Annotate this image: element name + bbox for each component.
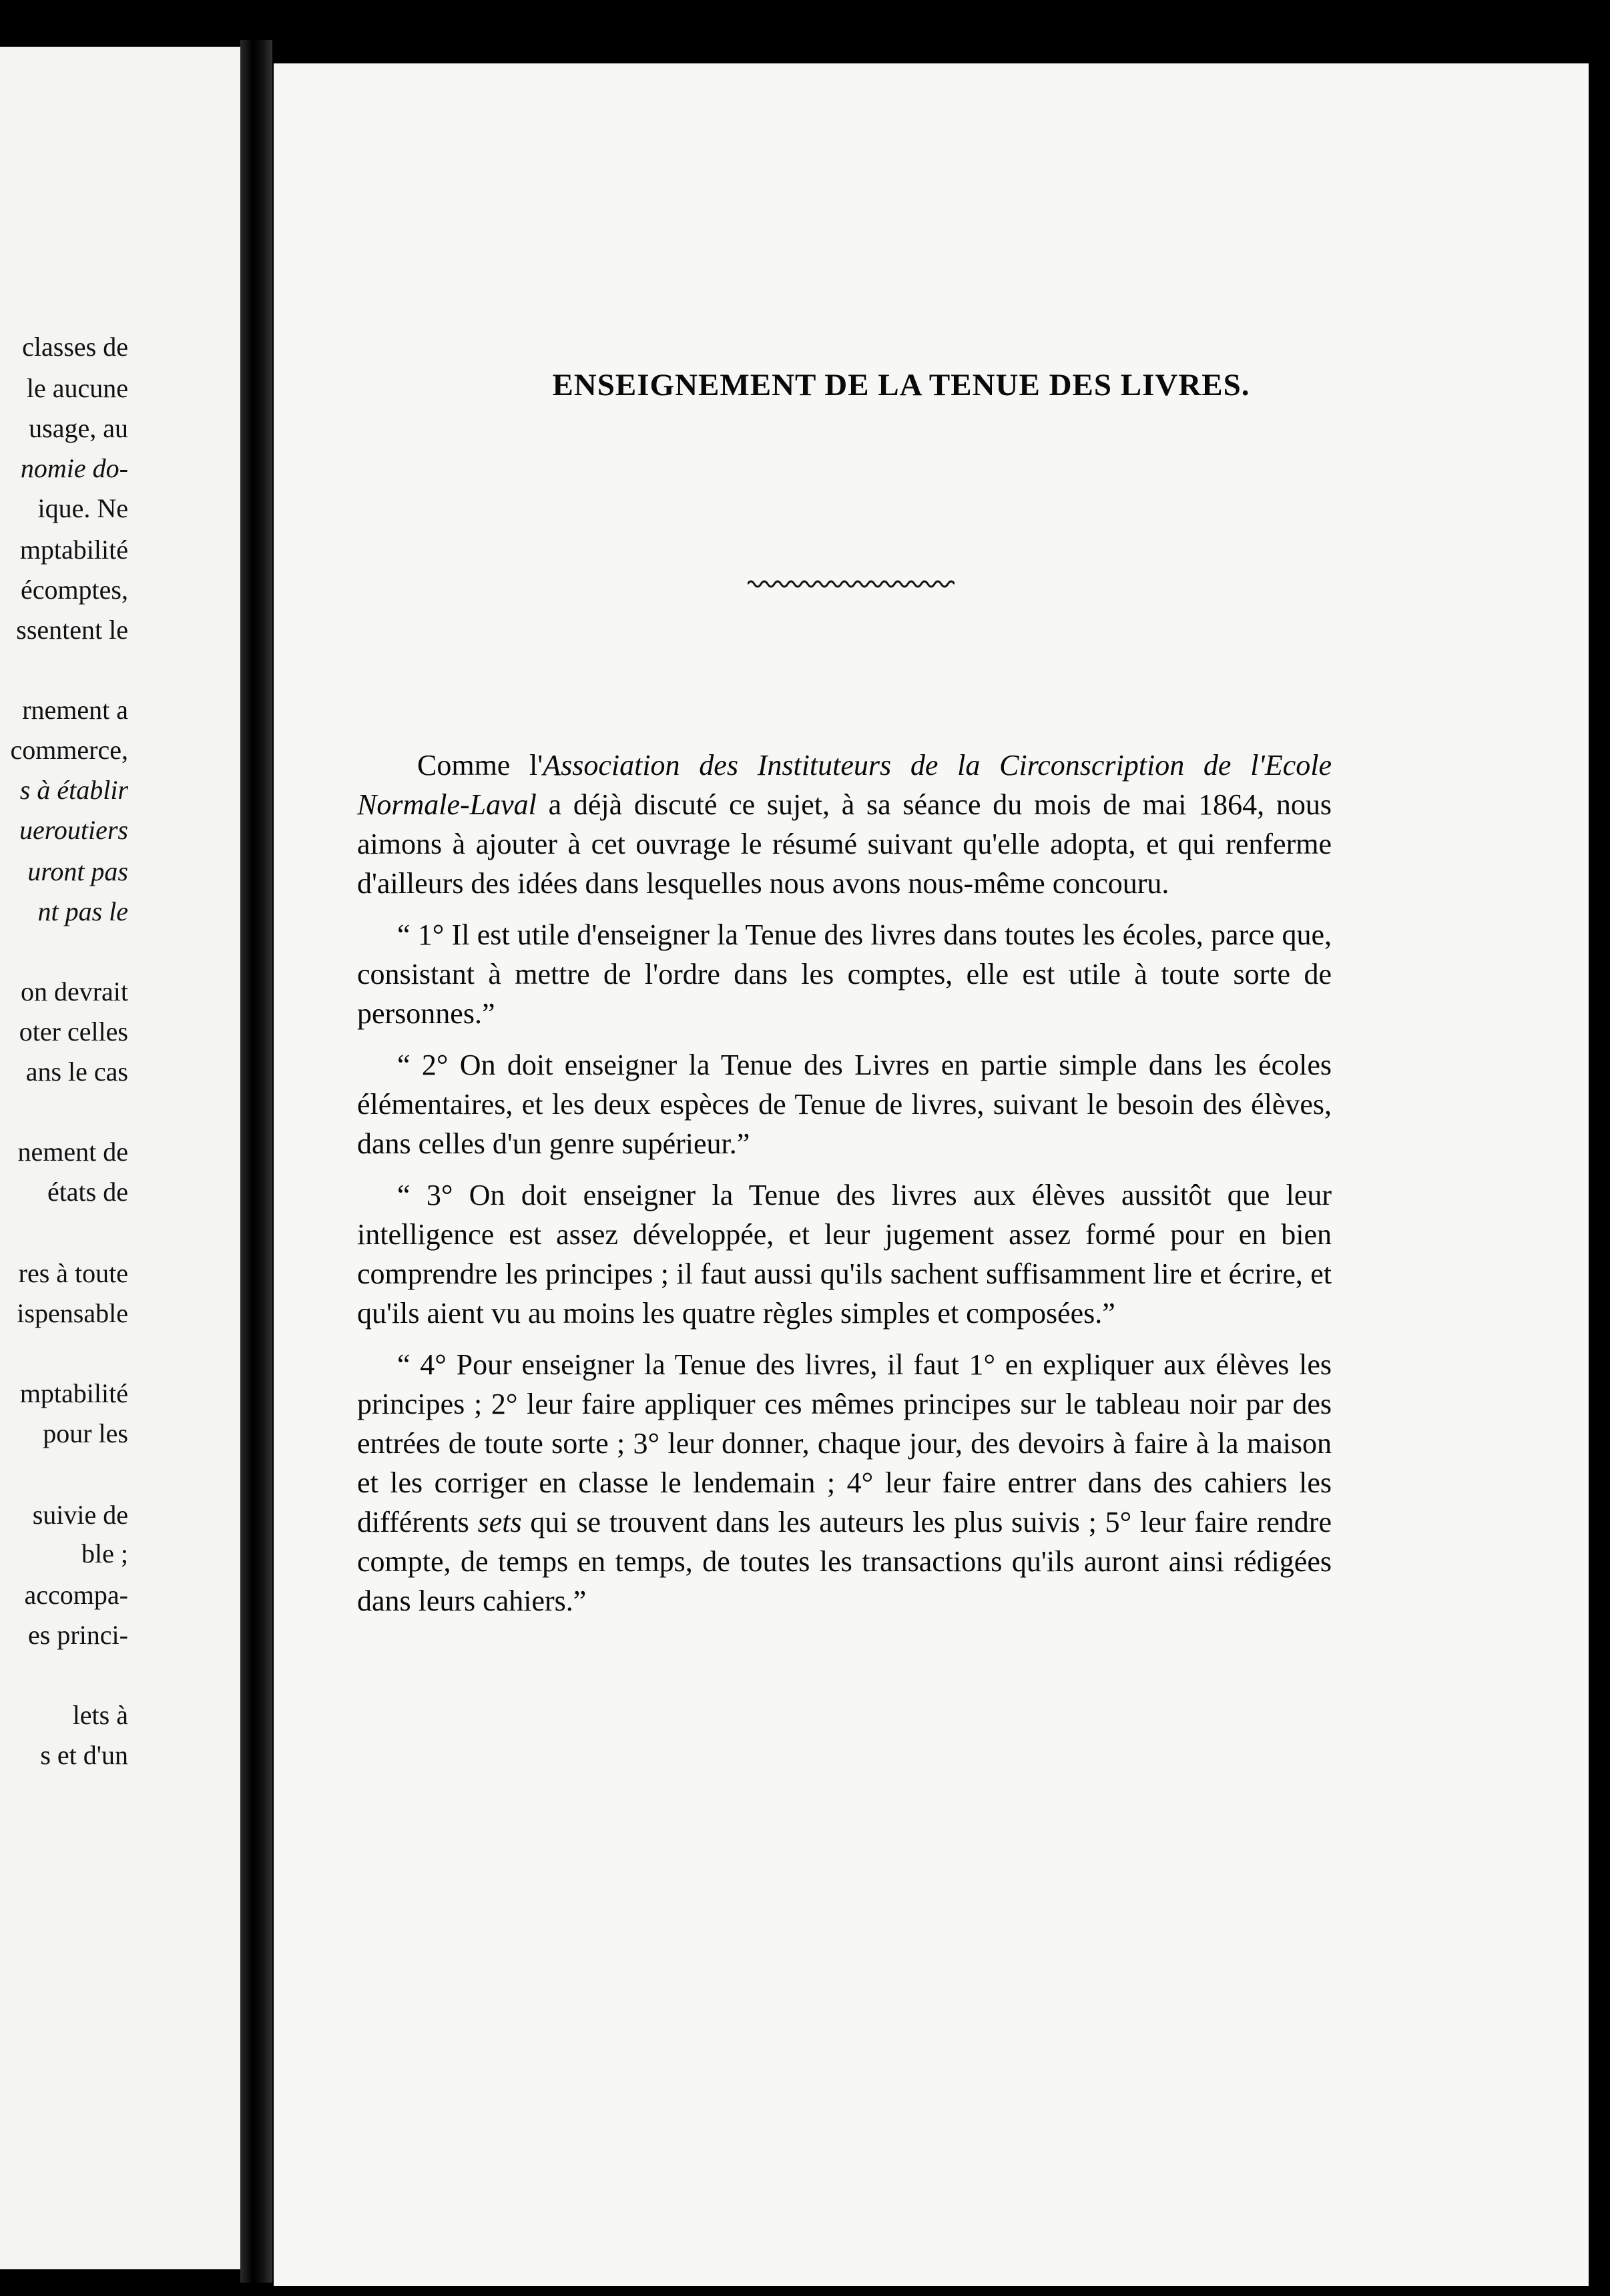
left-page-line: es princi- [28,1620,128,1650]
left-page-line: nt pas le [37,896,128,926]
left-page-line: oter celles [19,1017,128,1047]
left-page-line: nomie do- [20,453,128,483]
left-page-line: écomptes, [20,575,128,605]
left-page-line: ique. Ne [37,493,128,523]
left-page-fragment [0,47,250,2269]
intro-italic: Association des Instituteurs de la Circonscription de l'Ecole Normale-Laval [357,749,1332,821]
intro-part1: Comme l' [417,749,543,782]
left-page-line: uront pas [27,856,128,886]
left-page-line: ans le cas [25,1057,128,1087]
left-page-line: accompa- [24,1580,128,1610]
left-page-line: suivie de [32,1500,128,1530]
left-page-line: res à toute [18,1258,128,1288]
body-text [357,746,1332,1633]
left-page-line: rnement a [22,695,128,725]
paragraph-2: “ 2° On doit enseigner la Tenue des Livres en partie simple dans les écoles élémentaires, et les deux espèces de Tenue de livres, suivant le besoin des élèves, dans celles d'un genre supérieur.” [357,1049,1332,1160]
wavy-rule-ornament [748,577,955,591]
left-page-line: classes de [22,332,128,362]
paragraph-3: “ 3° On doit enseigner la Tenue des livres aux élèves aussitôt que leur intelligence est assez développée, et leur jugement assez formé pour en bien comprendre les principes ; il faut aussi qu'ils sachent suffisamment lire et écrire, et qu'ils aient vu au moins les quatre règles simples et composées.” [357,1179,1332,1330]
page-title: ENSEIGNEMENT DE LA TENUE DES LIVRES. [552,368,1250,402]
left-page-line: usage, au [29,413,128,443]
left-page-line: pour les [43,1418,128,1448]
left-page-line: nement de [17,1137,128,1167]
paragraph-4 [357,1345,1332,1621]
left-page-line: s à établir [19,775,128,805]
intro-paragraph [357,746,1332,903]
left-page-line: lets à [72,1700,128,1730]
left-page-line: états de [47,1177,128,1207]
left-page-line: le aucune [26,373,128,403]
left-page-line: commerce, [10,735,128,765]
left-page-line: mptabilité [19,1378,128,1408]
intro-part2: a déjà discuté ce sujet, à sa séance du mois de mai 1864, nous aimons à ajouter à cet ouvrage le résumé suivant qu'elle adopta, et qui renferme d'ailleurs des idées dans lesquelles nous avons nous-même concouru. [357,788,1332,900]
left-page-line: on devrait [20,976,128,1007]
right-page [274,63,1589,2286]
left-page-line: mptabilité [19,535,128,565]
left-page-line: s et d'un [40,1740,128,1770]
p4-italic: sets [477,1506,522,1538]
book-spine [240,40,272,2283]
left-page-line: ueroutiers [19,815,128,845]
p4-part1: “ 4° Pour enseigner la Tenue des livres, il faut 1° en expliquer aux élèves les principes ; 2° leur faire appliquer ces mêmes principes sur le tableau noir par des entrées de toute sorte ; 3° leur donner, chaque jour, des devoirs à faire à la maison et les corriger en classe le lendemain ; 4° leur faire entrer dans des cahiers les différents [357,1348,1332,1538]
paragraph-1: “ 1° Il est utile d'enseigner la Tenue des livres dans toutes les écoles, parce que, consistant à mettre de l'ordre dans les comptes, elle est utile à toute sorte de personnes.” [357,918,1332,1030]
p4-part2: qui se trouvent dans les auteurs les plus suivis ; 5° leur faire rendre compte, de temps en temps, de toutes les transactions qu'ils auront ainsi rédigées dans leurs cahiers.” [357,1506,1332,1617]
left-page-line: ssentent le [16,615,128,645]
left-page-line: ble ; [81,1538,128,1568]
left-page-line: ispensable [17,1298,128,1328]
